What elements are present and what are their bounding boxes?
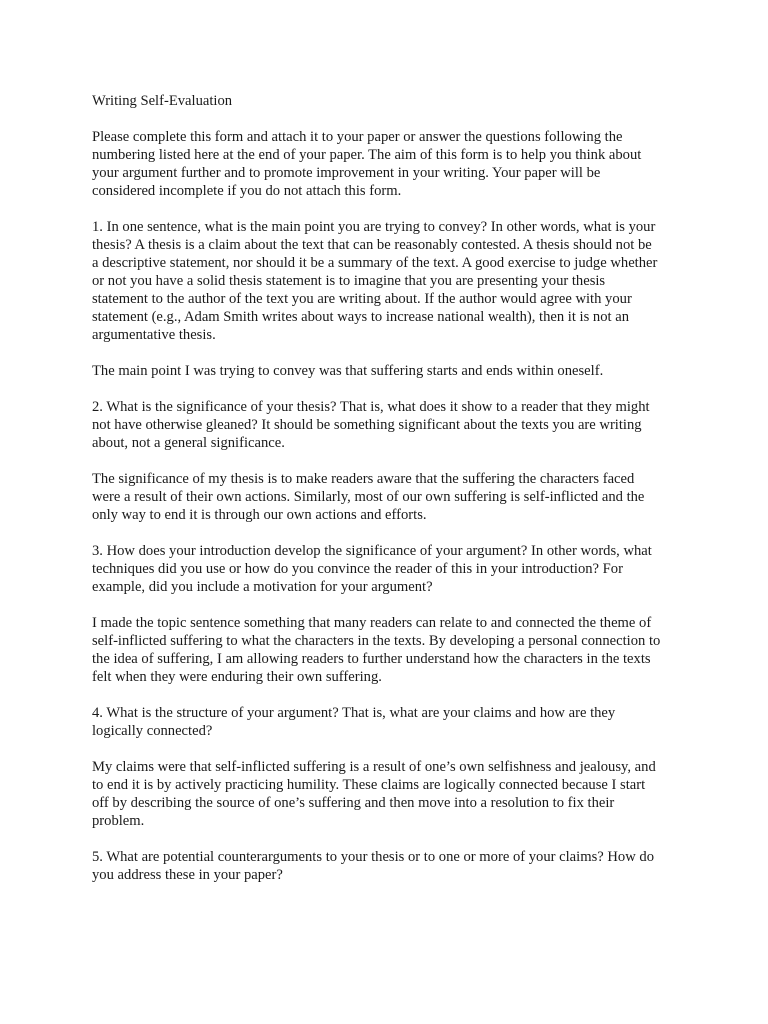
answer-paragraph (92, 362, 690, 380)
text-line: techniques did you use or how do you convince the reader of this in your introduction? For (92, 561, 623, 577)
text-line: only way to end it is through our own actions and efforts. (92, 507, 427, 523)
document-page (92, 92, 690, 902)
answer-paragraph (92, 758, 690, 830)
text-line: 5. What are potential counterarguments to your thesis or to one or more of your claims? How do (92, 849, 654, 865)
text-line: you address these in your paper? (92, 867, 283, 883)
question-paragraph (92, 542, 690, 596)
text-line: 1. In one sentence, what is the main point you are trying to convey? In other words, what is your (92, 219, 656, 235)
text-line: your argument further and to promote improvement in your writing. Your paper will be (92, 165, 601, 181)
text-line: considered incomplete if you do not attach this form. (92, 183, 402, 199)
text-line: not have otherwise gleaned? It should be something significant about the texts you are writing (92, 417, 642, 433)
text-line: or not you have a solid thesis statement is to imagine that you are presenting your thesis (92, 273, 606, 289)
instructions-paragraph (92, 128, 690, 200)
text-line: 4. What is the structure of your argument? That is, what are your claims and how are they (92, 705, 616, 721)
text-line: Please complete this form and attach it to your paper or answer the questions following the (92, 129, 623, 145)
text-line: 2. What is the significance of your thesis? That is, what does it show to a reader that they might (92, 399, 650, 415)
text-line: numbering listed here at the end of your paper. The aim of this form is to help you think about (92, 147, 642, 163)
text-line: The main point I was trying to convey was that suffering starts and ends within oneself. (92, 363, 604, 379)
text-line: logically connected? (92, 723, 213, 739)
question-paragraph (92, 398, 690, 452)
text-line: off by describing the source of one’s suffering and then move into a resolution to fix their (92, 795, 615, 811)
question-paragraph (92, 704, 690, 740)
document-body (92, 128, 690, 884)
text-line: argumentative thesis. (92, 327, 216, 343)
text-line: felt when they were enduring their own suffering. (92, 669, 382, 685)
question-paragraph (92, 218, 690, 344)
text-line: I made the topic sentence something that many readers can relate to and connected the theme of (92, 615, 652, 631)
text-line: My claims were that self-inflicted suffering is a result of one’s own selfishness and jealousy, and (92, 759, 656, 775)
text-line: thesis? A thesis is a claim about the text that can be reasonably contested. A thesis should not be (92, 237, 652, 253)
text-line: the idea of suffering, I am allowing readers to further understand how the characters in the texts (92, 651, 651, 667)
text-line: a descriptive statement, nor should it be a summary of the text. A good exercise to judge whether (92, 255, 658, 271)
text-line: example, did you include a motivation for your argument? (92, 579, 433, 595)
text-line: were a result of their own actions. Similarly, most of our own suffering is self-inflicted and the (92, 489, 645, 505)
text-line: statement to the author of the text you are writing about. If the author would agree with your (92, 291, 632, 307)
text-line: 3. How does your introduction develop the significance of your argument? In other words, what (92, 543, 652, 559)
text-line: The significance of my thesis is to make readers aware that the suffering the characters faced (92, 471, 635, 487)
answer-paragraph (92, 614, 690, 686)
text-line: self-inflicted suffering to what the characters in the texts. By developing a personal connection to (92, 633, 661, 649)
text-line: about, not a general significance. (92, 435, 285, 451)
document-title: Writing Self-Evaluation (92, 93, 233, 109)
text-line: statement (e.g., Adam Smith writes about ways to increase national wealth), then it is not an (92, 309, 630, 325)
text-line: to end it is by actively practicing humility. These claims are logically connected because I start (92, 777, 646, 793)
question-paragraph (92, 848, 690, 884)
answer-paragraph (92, 470, 690, 524)
text-line: problem. (92, 813, 145, 829)
